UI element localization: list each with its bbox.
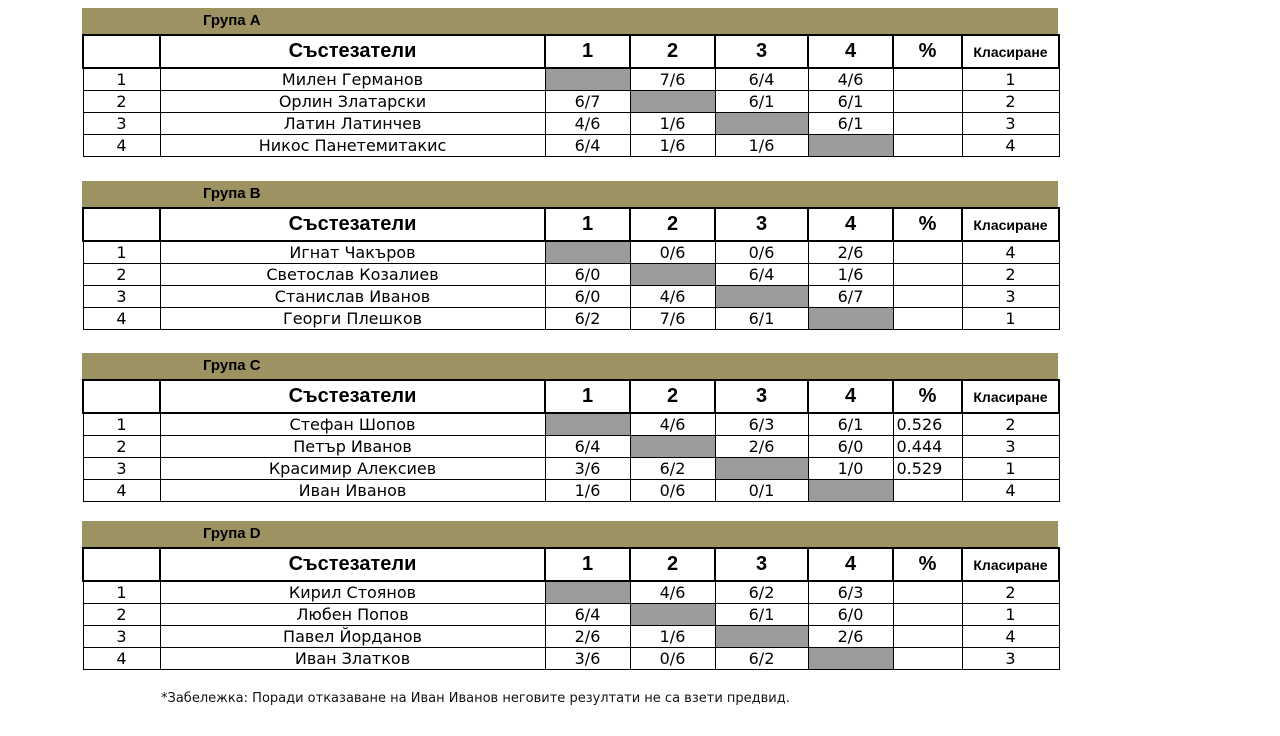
col-4-header: 4 bbox=[808, 380, 893, 413]
row-number: 1 bbox=[83, 581, 160, 604]
player-name: Никос Панетемитакис bbox=[160, 135, 545, 157]
score-cell: 6/2 bbox=[630, 458, 715, 480]
rank-cell: 3 bbox=[962, 436, 1059, 458]
score-cell: 1/6 bbox=[715, 135, 808, 157]
score-cell: 0/6 bbox=[630, 241, 715, 264]
table-row bbox=[83, 458, 1059, 480]
group-a bbox=[82, 8, 1058, 157]
col-2-header: 2 bbox=[630, 208, 715, 241]
percent-header: % bbox=[893, 548, 962, 581]
score-cell: 4/6 bbox=[630, 286, 715, 308]
percent-cell bbox=[893, 604, 962, 626]
score-cell: 6/2 bbox=[715, 648, 808, 670]
percent-cell bbox=[893, 286, 962, 308]
player-name: Иван Златков bbox=[160, 648, 545, 670]
self-match-cell bbox=[808, 480, 893, 502]
percent-header: % bbox=[893, 380, 962, 413]
score-cell: 6/7 bbox=[808, 286, 893, 308]
percent-cell bbox=[893, 480, 962, 502]
rank-cell: 1 bbox=[962, 308, 1059, 330]
score-cell: 0/6 bbox=[630, 480, 715, 502]
score-cell: 2/6 bbox=[545, 626, 630, 648]
col-3-header: 3 bbox=[715, 380, 808, 413]
score-cell: 1/6 bbox=[630, 626, 715, 648]
table-header-row bbox=[83, 548, 1059, 581]
score-cell: 6/4 bbox=[715, 264, 808, 286]
self-match-cell bbox=[545, 413, 630, 436]
rank-cell: 4 bbox=[962, 135, 1059, 157]
player-name: Латин Латинчев bbox=[160, 113, 545, 135]
score-cell: 1/6 bbox=[545, 480, 630, 502]
num-header bbox=[83, 35, 160, 68]
self-match-cell bbox=[545, 241, 630, 264]
self-match-cell bbox=[630, 91, 715, 113]
table-header-row bbox=[83, 208, 1059, 241]
player-name: Иван Иванов bbox=[160, 480, 545, 502]
table-row bbox=[83, 241, 1059, 264]
score-cell: 6/2 bbox=[545, 308, 630, 330]
col-1-header: 1 bbox=[545, 35, 630, 68]
percent-cell bbox=[893, 308, 962, 330]
score-cell: 4/6 bbox=[630, 413, 715, 436]
row-number: 2 bbox=[83, 91, 160, 113]
percent-cell bbox=[893, 648, 962, 670]
row-number: 3 bbox=[83, 286, 160, 308]
percent-cell bbox=[893, 626, 962, 648]
rank-cell: 2 bbox=[962, 413, 1059, 436]
group-d bbox=[82, 521, 1058, 670]
table-row bbox=[83, 264, 1059, 286]
table-row bbox=[83, 604, 1059, 626]
score-cell: 0/6 bbox=[630, 648, 715, 670]
self-match-cell bbox=[545, 581, 630, 604]
score-cell: 6/4 bbox=[715, 68, 808, 91]
self-match-cell bbox=[715, 113, 808, 135]
col-3-header: 3 bbox=[715, 35, 808, 68]
player-name: Игнат Чакъров bbox=[160, 241, 545, 264]
rank-header: Класиране bbox=[962, 380, 1059, 413]
competitors-header: Състезатели bbox=[160, 208, 545, 241]
table-header-row bbox=[83, 380, 1059, 413]
score-cell: 6/7 bbox=[545, 91, 630, 113]
table-row bbox=[83, 68, 1059, 91]
score-cell: 7/6 bbox=[630, 68, 715, 91]
results-table bbox=[82, 34, 1060, 157]
col-4-header: 4 bbox=[808, 35, 893, 68]
group-b bbox=[82, 181, 1058, 330]
self-match-cell bbox=[808, 135, 893, 157]
table-row bbox=[83, 413, 1059, 436]
score-cell: 1/6 bbox=[630, 113, 715, 135]
col-4-header: 4 bbox=[808, 548, 893, 581]
player-name: Павел Йорданов bbox=[160, 626, 545, 648]
table-row bbox=[83, 286, 1059, 308]
table-row bbox=[83, 626, 1059, 648]
score-cell: 6/0 bbox=[545, 286, 630, 308]
player-name: Станислав Иванов bbox=[160, 286, 545, 308]
score-cell: 7/6 bbox=[630, 308, 715, 330]
group-c bbox=[82, 353, 1058, 502]
self-match-cell bbox=[715, 626, 808, 648]
rank-cell: 4 bbox=[962, 480, 1059, 502]
row-number: 2 bbox=[83, 436, 160, 458]
col-2-header: 2 bbox=[630, 548, 715, 581]
score-cell: 6/4 bbox=[545, 135, 630, 157]
percent-cell: 0.526 bbox=[893, 413, 962, 436]
group-title: Група D bbox=[203, 525, 261, 542]
player-name: Петър Иванов bbox=[160, 436, 545, 458]
percent-cell bbox=[893, 264, 962, 286]
row-number: 3 bbox=[83, 458, 160, 480]
self-match-cell bbox=[630, 264, 715, 286]
table-row bbox=[83, 436, 1059, 458]
rank-cell: 3 bbox=[962, 113, 1059, 135]
col-1-header: 1 bbox=[545, 548, 630, 581]
score-cell: 6/1 bbox=[808, 113, 893, 135]
table-row bbox=[83, 135, 1059, 157]
row-number: 4 bbox=[83, 648, 160, 670]
score-cell: 0/1 bbox=[715, 480, 808, 502]
results-table bbox=[82, 207, 1060, 330]
table-row bbox=[83, 308, 1059, 330]
group-header bbox=[82, 8, 1058, 34]
col-2-header: 2 bbox=[630, 380, 715, 413]
percent-cell bbox=[893, 581, 962, 604]
rank-cell: 4 bbox=[962, 241, 1059, 264]
score-cell: 0/6 bbox=[715, 241, 808, 264]
group-header bbox=[82, 521, 1058, 547]
rank-cell: 2 bbox=[962, 264, 1059, 286]
rank-cell: 3 bbox=[962, 286, 1059, 308]
col-4-header: 4 bbox=[808, 208, 893, 241]
score-cell: 4/6 bbox=[808, 68, 893, 91]
percent-cell bbox=[893, 113, 962, 135]
row-number: 4 bbox=[83, 135, 160, 157]
rank-cell: 3 bbox=[962, 648, 1059, 670]
percent-cell bbox=[893, 241, 962, 264]
percent-cell bbox=[893, 68, 962, 91]
col-1-header: 1 bbox=[545, 208, 630, 241]
score-cell: 6/3 bbox=[808, 581, 893, 604]
row-number: 1 bbox=[83, 241, 160, 264]
table-row bbox=[83, 581, 1059, 604]
score-cell: 4/6 bbox=[545, 113, 630, 135]
percent-cell: 0.444 bbox=[893, 436, 962, 458]
score-cell: 6/3 bbox=[715, 413, 808, 436]
percent-header: % bbox=[893, 208, 962, 241]
self-match-cell bbox=[715, 286, 808, 308]
col-3-header: 3 bbox=[715, 208, 808, 241]
row-number: 3 bbox=[83, 626, 160, 648]
rank-cell: 1 bbox=[962, 458, 1059, 480]
rank-cell: 2 bbox=[962, 581, 1059, 604]
col-3-header: 3 bbox=[715, 548, 808, 581]
score-cell: 2/6 bbox=[808, 626, 893, 648]
num-header bbox=[83, 208, 160, 241]
score-cell: 1/0 bbox=[808, 458, 893, 480]
group-title: Група В bbox=[203, 185, 261, 202]
results-table bbox=[82, 547, 1060, 670]
row-number: 1 bbox=[83, 413, 160, 436]
percent-header: % bbox=[893, 35, 962, 68]
num-header bbox=[83, 548, 160, 581]
player-name: Орлин Златарски bbox=[160, 91, 545, 113]
player-name: Милен Германов bbox=[160, 68, 545, 91]
group-title: Група С bbox=[203, 357, 261, 374]
score-cell: 6/1 bbox=[808, 413, 893, 436]
score-cell: 6/1 bbox=[715, 91, 808, 113]
player-name: Любен Попов bbox=[160, 604, 545, 626]
player-name: Светослав Козалиев bbox=[160, 264, 545, 286]
row-number: 3 bbox=[83, 113, 160, 135]
self-match-cell bbox=[715, 458, 808, 480]
score-cell: 6/0 bbox=[808, 436, 893, 458]
player-name: Георги Плешков bbox=[160, 308, 545, 330]
competitors-header: Състезатели bbox=[160, 35, 545, 68]
player-name: Стефан Шопов bbox=[160, 413, 545, 436]
num-header bbox=[83, 380, 160, 413]
col-1-header: 1 bbox=[545, 380, 630, 413]
score-cell: 6/4 bbox=[545, 604, 630, 626]
score-cell: 1/6 bbox=[808, 264, 893, 286]
group-title: Група А bbox=[203, 12, 261, 29]
table-row bbox=[83, 648, 1059, 670]
self-match-cell bbox=[545, 68, 630, 91]
row-number: 4 bbox=[83, 308, 160, 330]
rank-cell: 1 bbox=[962, 68, 1059, 91]
row-number: 2 bbox=[83, 604, 160, 626]
rank-cell: 2 bbox=[962, 91, 1059, 113]
percent-cell: 0.529 bbox=[893, 458, 962, 480]
player-name: Красимир Алексиев bbox=[160, 458, 545, 480]
self-match-cell bbox=[630, 436, 715, 458]
score-cell: 6/1 bbox=[715, 604, 808, 626]
table-row bbox=[83, 113, 1059, 135]
table-header-row bbox=[83, 35, 1059, 68]
score-cell: 6/1 bbox=[715, 308, 808, 330]
table-row bbox=[83, 480, 1059, 502]
rank-header: Класиране bbox=[962, 35, 1059, 68]
self-match-cell bbox=[808, 648, 893, 670]
self-match-cell bbox=[630, 604, 715, 626]
group-header bbox=[82, 181, 1058, 207]
footnote: *Забележка: Поради отказаване на Иван Иванов неговите резултати не са взети предвид. bbox=[161, 691, 790, 706]
score-cell: 6/2 bbox=[715, 581, 808, 604]
rank-header: Класиране bbox=[962, 208, 1059, 241]
row-number: 4 bbox=[83, 480, 160, 502]
score-cell: 3/6 bbox=[545, 648, 630, 670]
rank-header: Класиране bbox=[962, 548, 1059, 581]
col-2-header: 2 bbox=[630, 35, 715, 68]
player-name: Кирил Стоянов bbox=[160, 581, 545, 604]
score-cell: 1/6 bbox=[630, 135, 715, 157]
rank-cell: 1 bbox=[962, 604, 1059, 626]
score-cell: 6/4 bbox=[545, 436, 630, 458]
percent-cell bbox=[893, 135, 962, 157]
competitors-header: Състезатели bbox=[160, 380, 545, 413]
score-cell: 3/6 bbox=[545, 458, 630, 480]
table-row bbox=[83, 91, 1059, 113]
results-table bbox=[82, 379, 1060, 502]
self-match-cell bbox=[808, 308, 893, 330]
competitors-header: Състезатели bbox=[160, 548, 545, 581]
rank-cell: 4 bbox=[962, 626, 1059, 648]
row-number: 2 bbox=[83, 264, 160, 286]
percent-cell bbox=[893, 91, 962, 113]
score-cell: 2/6 bbox=[715, 436, 808, 458]
group-header bbox=[82, 353, 1058, 379]
score-cell: 6/0 bbox=[545, 264, 630, 286]
score-cell: 6/0 bbox=[808, 604, 893, 626]
score-cell: 4/6 bbox=[630, 581, 715, 604]
row-number: 1 bbox=[83, 68, 160, 91]
score-cell: 6/1 bbox=[808, 91, 893, 113]
score-cell: 2/6 bbox=[808, 241, 893, 264]
